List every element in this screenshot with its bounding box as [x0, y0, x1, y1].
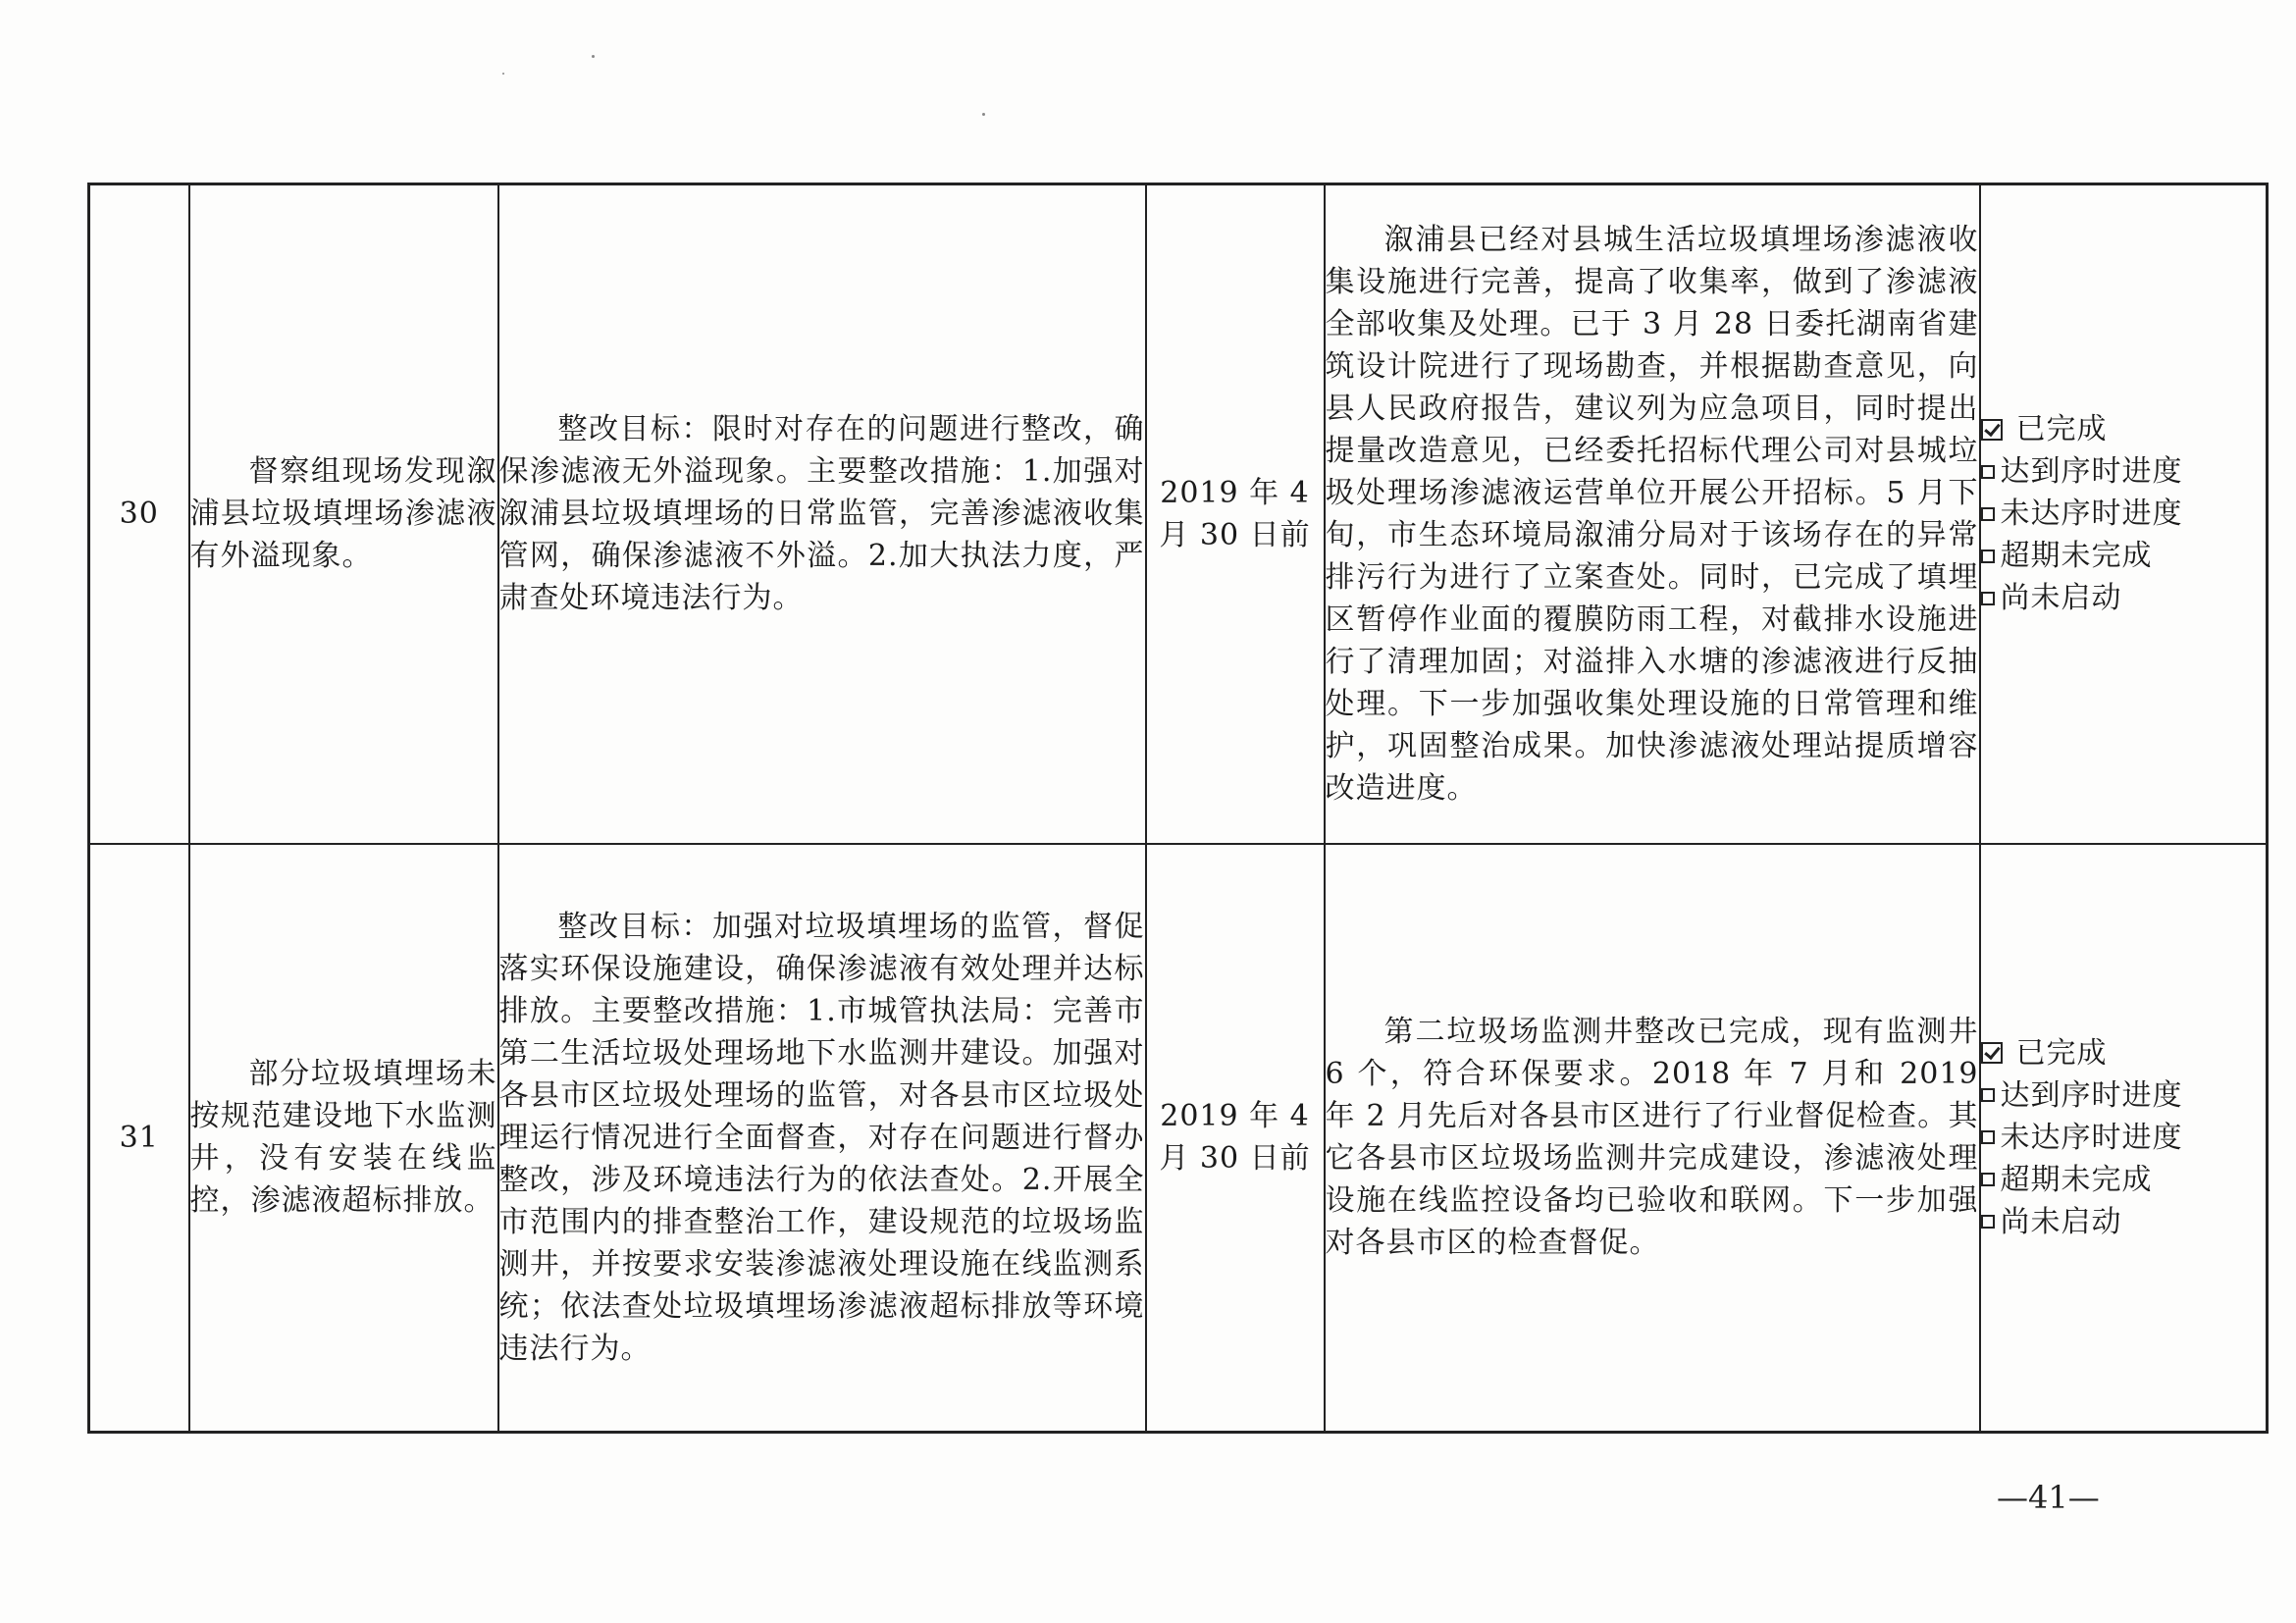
page-number: —41— — [1997, 1479, 2100, 1516]
progress-cell — [1325, 184, 1980, 844]
status-overdue — [1981, 1159, 2267, 1201]
status-behind-schedule — [1981, 493, 2267, 535]
status-on-schedule — [1981, 450, 2267, 493]
scan-speck — [982, 113, 985, 116]
status-label: 超期未完成 — [2000, 1162, 2153, 1197]
measures-cell — [498, 844, 1146, 1433]
measures-text: 整改目标：限时对存在的问题进行整改，确保渗滤液无外溢现象。主要整改措施：1.加强对溆浦县垃圾填埋场的日常监管，完善渗滤液收集管网，确保渗滤液不外溢。2.加大执法力度，严肃查处环境违法行为。 — [498, 412, 1145, 616]
status-label: 尚未启动 — [2000, 581, 2122, 616]
progress-cell — [1325, 844, 1980, 1433]
empty-checkbox-icon — [1981, 592, 1995, 605]
status-cell — [1980, 184, 2268, 844]
status-behind-schedule — [1981, 1117, 2267, 1159]
status-not-started — [1981, 1201, 2267, 1243]
table-row — [89, 844, 2268, 1433]
empty-checkbox-icon — [1981, 1088, 1995, 1102]
empty-checkbox-icon — [1981, 1173, 1995, 1186]
status-on-schedule — [1981, 1074, 2267, 1117]
row-number: 30 — [89, 184, 189, 844]
checked-checkbox-icon — [1981, 419, 2003, 441]
status-list — [1981, 408, 2267, 619]
measures-cell — [498, 184, 1146, 844]
status-not-started — [1981, 577, 2267, 619]
status-cell — [1980, 844, 2268, 1433]
scan-speck — [502, 73, 504, 75]
deadline-line-1: 2019 年 4 — [1160, 475, 1310, 510]
empty-checkbox-icon — [1981, 1215, 1995, 1229]
deadline-line-1: 2019 年 4 — [1160, 1099, 1310, 1134]
empty-checkbox-icon — [1981, 507, 1995, 521]
deadline-cell — [1146, 184, 1325, 844]
status-label: 已完成 — [2015, 1035, 2108, 1071]
issue-text: 督察组现场发现溆浦县垃圾填埋场渗滤液有外溢现象。 — [189, 454, 497, 574]
status-label: 未达序时进度 — [2000, 1120, 2183, 1155]
status-list — [1981, 1032, 2267, 1243]
status-overdue — [1981, 535, 2267, 577]
progress-text: 溆浦县已经对县城生活垃圾填埋场渗滤液收集设施进行完善，提高了收集率，做到了渗滤液全部收集及处理。已于 3 月 28 日委托湖南省建筑设计院进行了现场勘查，并根据勘查意见，向县人民政府报告，建议列为应急项目，同时提出提量改造意见，已经委托招标代理公司对县城垃圾处理场渗滤液运营单位开展公开招标。5 月下旬，市生态环境局溆浦分局对于该场存在的异常排污行为进行了立案查处。同时，已完成了填埋区暂停作业面的覆膜防雨工程，对截排水设施进行了清理加固；对溢排入水塘的渗滤液进行反抽处理。下一步加强收集处理设施的日常管理和维护，巩固整治成果。加快渗滤液处理站提质增容改造进度。 — [1325, 222, 1979, 806]
row-number: 31 — [89, 844, 189, 1433]
issue-cell — [189, 844, 498, 1433]
measures-text: 整改目标：加强对垃圾填埋场的监管，督促落实环保设施建设，确保渗滤液有效处理并达标排放。主要整改措施：1.市城管执法局：完善市第二生活垃圾处理场地下水监测井建设。加强对各县市区垃圾处理场的监管，对各县市区垃圾处理运行情况进行全面督查，对存在问题进行督办整改，涉及环境违法行为的依法查处。2.开展全市范围内的排查整治工作，建设规范的垃圾场监测井，并按要求安装渗滤液处理设施在线监测系统；依法查处垃圾填埋场渗滤液超标排放等环境违法行为。 — [498, 909, 1145, 1366]
status-completed — [1981, 408, 2267, 450]
status-label: 超期未完成 — [2000, 539, 2153, 574]
status-label: 尚未启动 — [2000, 1204, 2122, 1239]
checked-checkbox-icon — [1981, 1042, 2003, 1064]
status-completed — [1981, 1032, 2267, 1074]
empty-checkbox-icon — [1981, 465, 1995, 479]
status-label: 已完成 — [2015, 412, 2108, 447]
status-label: 未达序时进度 — [2000, 497, 2183, 532]
issue-text: 部分垃圾填埋场未按规范建设地下水监测井，没有安装在线监控，渗滤液超标排放。 — [189, 1057, 497, 1219]
empty-checkbox-icon — [1981, 550, 1995, 563]
rectification-table — [87, 183, 2269, 1434]
table-row — [89, 184, 2268, 844]
issue-cell — [189, 184, 498, 844]
status-label: 达到序时进度 — [2000, 454, 2183, 490]
status-label: 达到序时进度 — [2000, 1077, 2183, 1113]
deadline-line-2: 月 30 日前 — [1159, 1141, 1311, 1177]
scan-speck — [592, 55, 595, 58]
deadline-line-2: 月 30 日前 — [1159, 517, 1311, 552]
empty-checkbox-icon — [1981, 1130, 1995, 1144]
deadline-cell — [1146, 844, 1325, 1433]
progress-text: 第二垃圾场监测井整改已完成，现有监测井 6 个，符合环保要求。2018 年 7 月和 2019 年 2 月先后对各县市区进行了行业督促检查。其它各县市区垃圾场监测井完成建设，渗滤液处理设施在线监控设备均已验收和联网。下一步加强对各县市区的检查督促。 — [1325, 1015, 1979, 1261]
